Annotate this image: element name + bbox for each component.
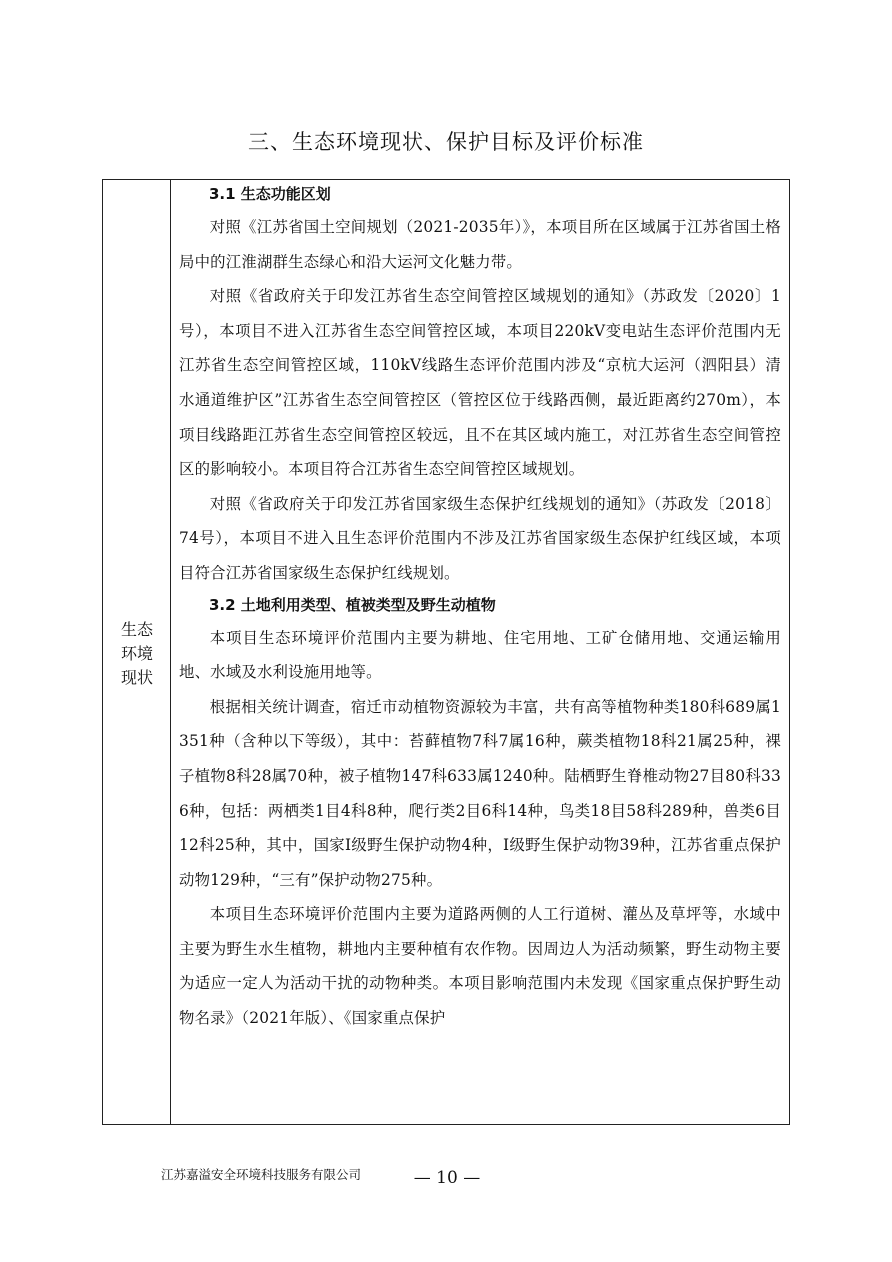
paragraph: 对照《江苏省国土空间规划（2021-2035年）》，本项目所在区域属于江苏省国土格局中的江淮湖群生态绿心和沿大运河文化魅力带。 [179, 218, 781, 271]
content-cell [172, 180, 781, 1036]
paragraph: 本项目生态环境评价范围内主要为道路两侧的人工行道树、灌丛及草坪等，水域中主要为野生水生植物，耕地内主要种植有农作物。因周边人为活动频繁，野生动物主要为适应一定人为活动干扰的动物种类。本项目影响范围内未发现《国家重点保护野生动物名录》（2021年版）、《国家重点保护 [179, 905, 781, 1028]
row-label [103, 618, 171, 690]
section-heading: 3.1 生态功能区划 [209, 185, 331, 203]
page-number: — 10 — [413, 1168, 481, 1188]
row-label-line: 环境 [120, 644, 153, 663]
row-label-cell [103, 180, 171, 1124]
row-label-line: 现状 [120, 668, 153, 687]
row-label-line: 生态 [120, 620, 153, 639]
paragraph: 本项目生态环境评价范围内主要为耕地、住宅用地、工矿仓储用地、交通运输用地、水域及水利设施用地等。 [179, 628, 781, 682]
paragraph: 对照《省政府关于印发江苏省生态空间管控区域规划的通知》（苏政发〔2020〕1号），本项目不进入江苏省生态空间管控区域，本项目220kV变电站生态评价范围内无江苏省生态空间管控区域，110kV线路生态评价范围内涉及“京杭大运河（泗阳县）清水通道维护区”江苏省生态空间管控区（管控区位于线路西侧，最近距离约270m），本项目线路距江苏省生态空间管控区较远，且不在其区域内施工，对江苏省生态空间管控区的影响较小。本项目符合江苏省生态空间管控区域规划。 [179, 287, 781, 479]
page-title: 三、生态环境现状、保护目标及评价标准 [248, 130, 644, 154]
section-heading: 3.2 土地利用类型、植被类型及野生动植物 [209, 595, 496, 614]
ecology-status-table [102, 179, 790, 1125]
paragraph: 对照《省政府关于印发江苏省国家级生态保护红线规划的通知》（苏政发〔2018〕74号），本项目不进入且生态评价范围内不涉及江苏省国家级生态保护红线区域，本项目符合江苏省国家级生态保护红线规划。 [179, 494, 781, 582]
footer-company: 江苏嘉溢安全环境科技服务有限公司 [161, 1167, 362, 1182]
paragraph: 根据相关统计调查，宿迁市动植物资源较为丰富，共有高等植物种类180科689属1351种（含种以下等级），其中：苔藓植物7科7属16种，蕨类植物18科21属25种，裸子植物8科28属70种，被子植物147科633属1240种。陆栖野生脊椎动物27目80科336种，包括：两栖类1目4科8种，爬行类2目6科14种，鸟类18目58科289种，兽类6目12科25种，其中，国家I级野生保护动物4种，I级野生保护动物39种，江苏省重点保护动物129种，“三有”保护动物275种。 [179, 697, 781, 889]
